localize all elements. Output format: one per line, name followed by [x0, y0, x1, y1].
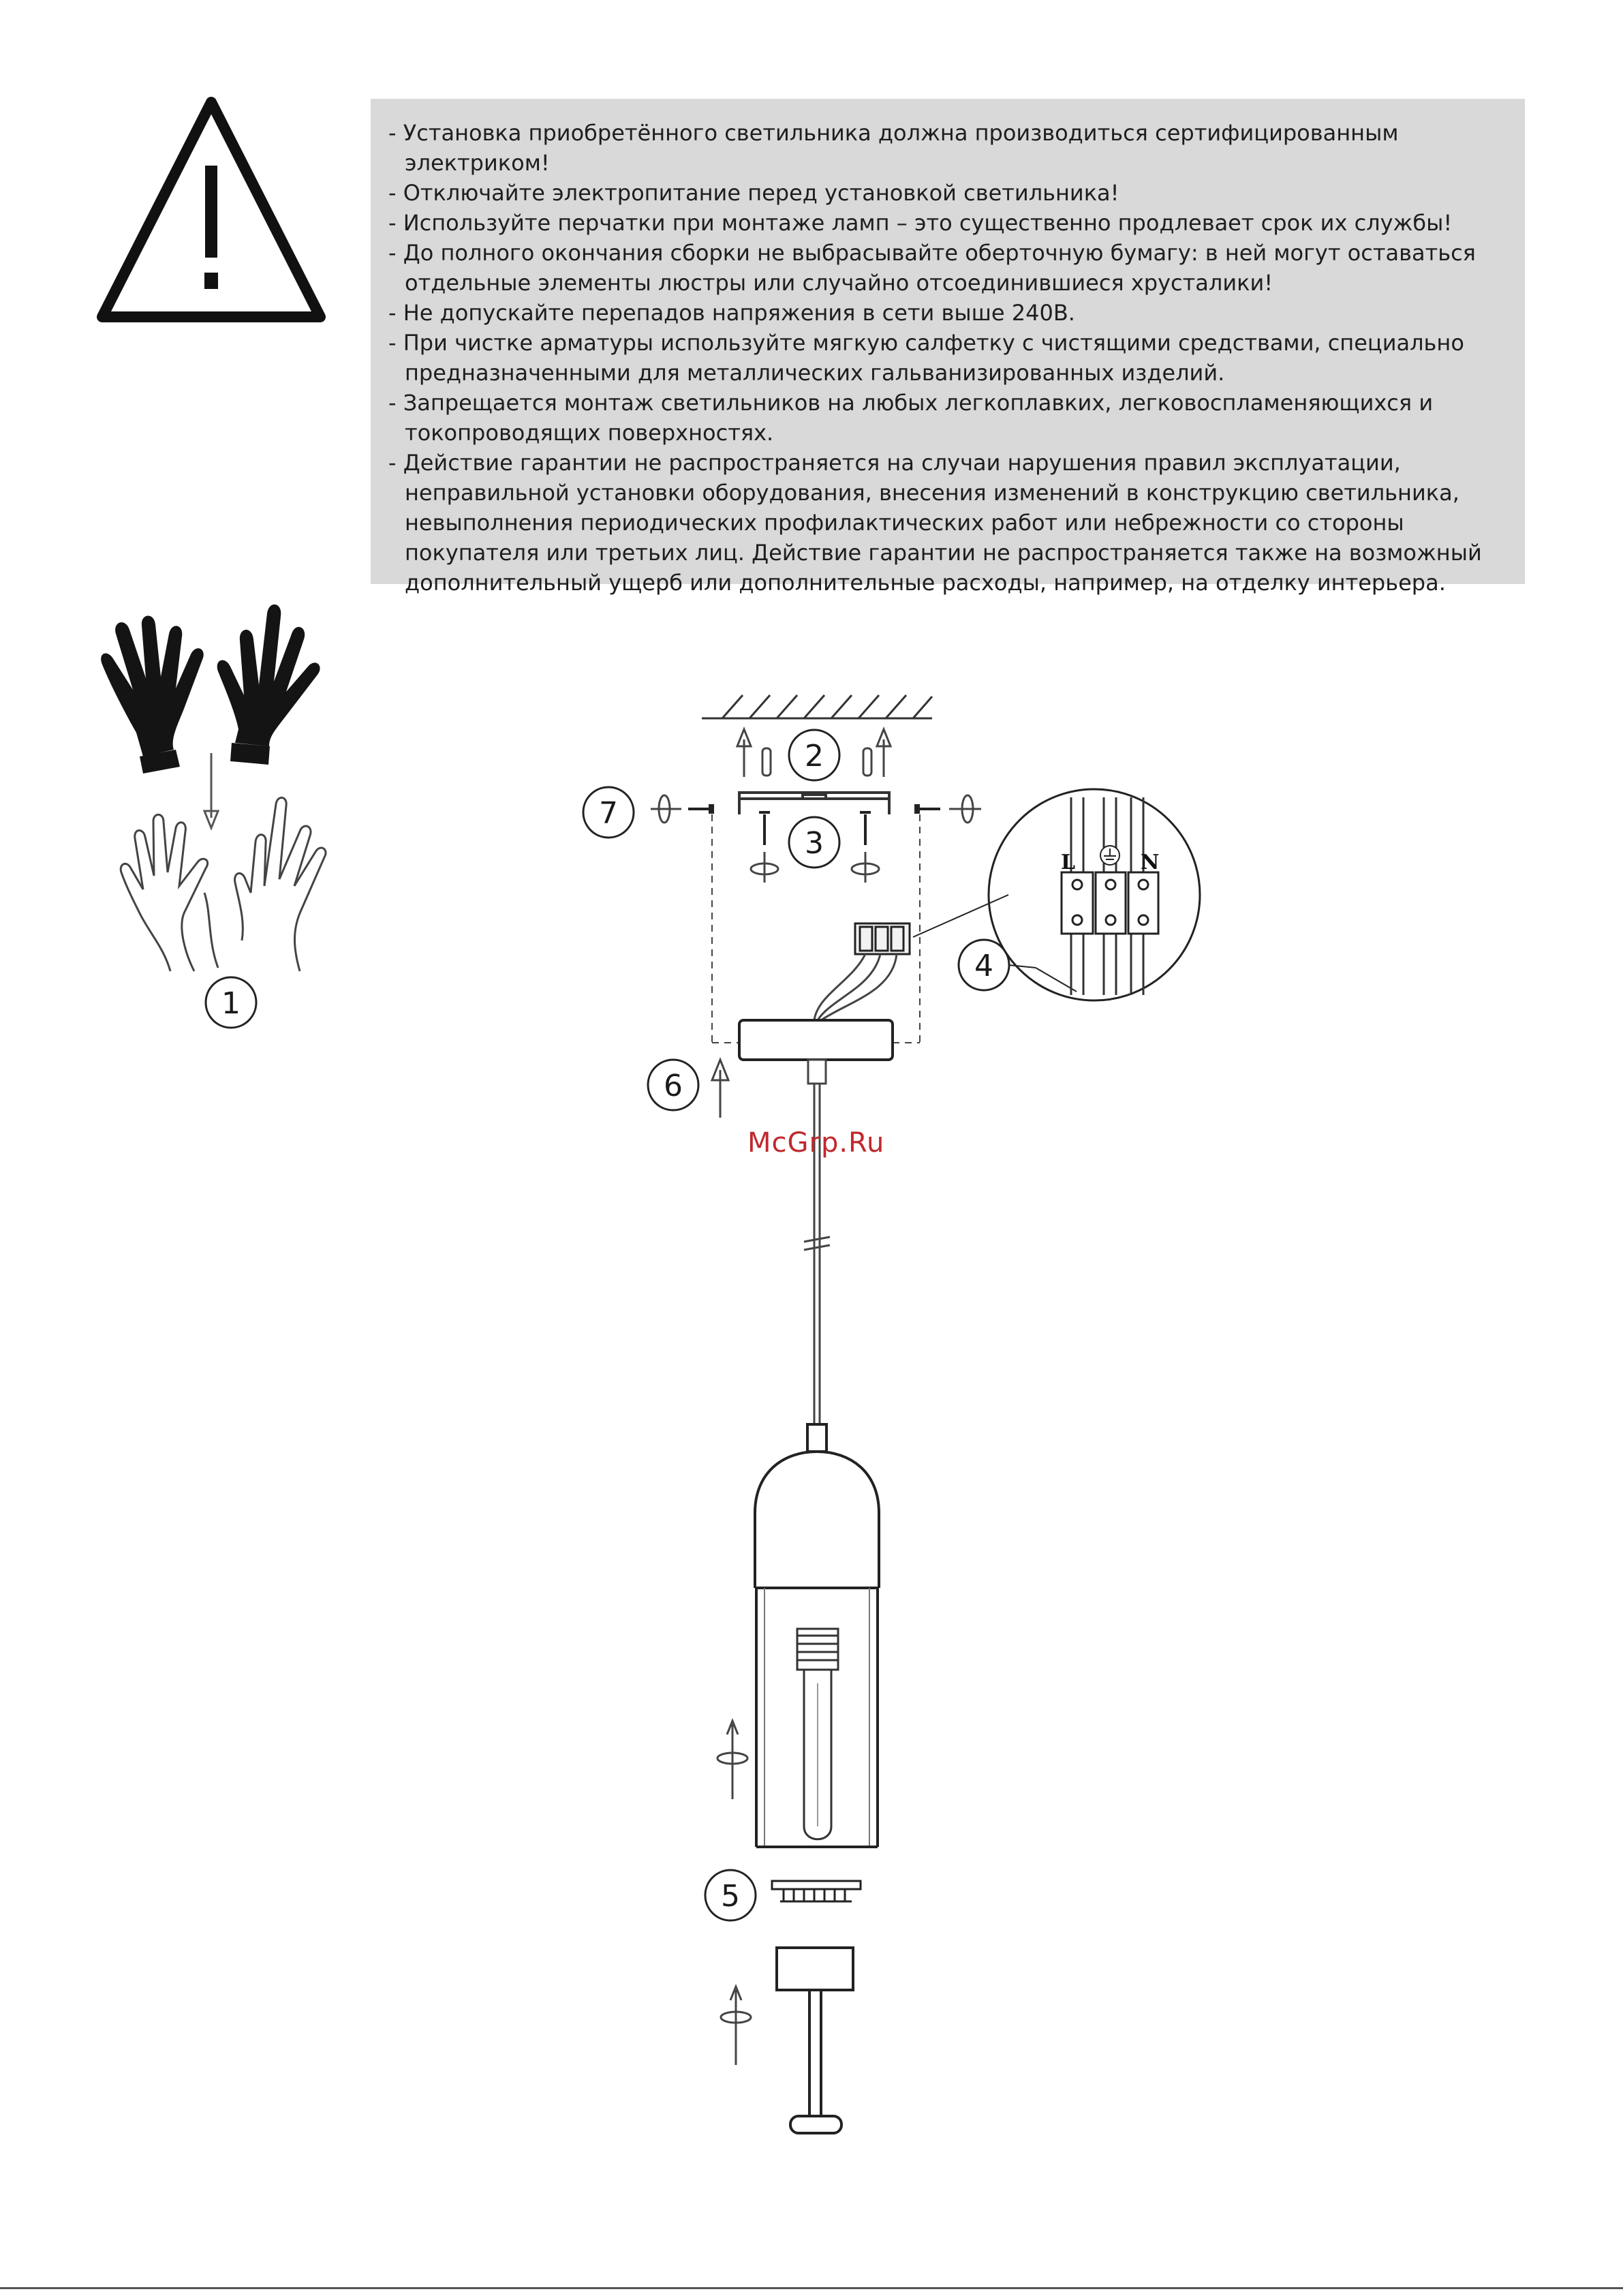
warning-item: - Действие гарантии не распространяется на случаи нарушения правил эксплуатации, неправильной установки оборудования, внесения изменений в конструкцию светильника, невыполнения периодических профилактических работ или небрежности со стороны покупателя или третьих лиц. Действие гарантии не распространяется также на возможный дополнительный ущерб или дополнительные расходы, например, на отделку интерьера. — [388, 450, 1482, 596]
rotate-icon — [721, 1987, 751, 2065]
watermark: McGrp.Ru — [747, 1127, 885, 1159]
warning-item: - До полного окончания сборки не выбрасывайте оберточную бумагу: в ней могут оставаться отдельные элементы люстры или случайно отсоединившиеся хрусталики! — [388, 240, 1476, 296]
step-3-circle — [789, 817, 839, 868]
canopy — [739, 1020, 893, 1060]
down-arrow-icon — [204, 753, 218, 828]
warning-item: - Не допускайте перепадов напряжения в сети выше 240В. — [388, 300, 1075, 326]
bottom-cap — [777, 1948, 853, 2133]
warning-item: - Отключайте электропитание перед установкой светильника! — [388, 180, 1119, 206]
warning-item: - При чистке арматуры используйте мягкую салфетку с чистящими средствами, специально предназначенными для металлических гальванизированных изделий. — [388, 330, 1464, 386]
footer-divider — [0, 2287, 1623, 2289]
step-6-circle — [648, 1060, 698, 1110]
step-2-circle — [789, 730, 839, 780]
gloves-icon — [101, 604, 320, 774]
warning-item: - Запрещается монтаж светильников на любых легкоплавких, легковоспламеняющихся и токопроводящих поверхностях. — [388, 390, 1434, 446]
svg-text:3: 3 — [805, 826, 824, 861]
svg-text:7: 7 — [599, 796, 618, 831]
up-arrow-icon — [712, 1060, 728, 1118]
svg-text:5: 5 — [721, 1879, 740, 1914]
suspension-cable — [804, 1060, 830, 1424]
terminal-label-n: N — [1141, 851, 1160, 874]
warning-triangle-icon — [102, 102, 320, 317]
decorative-ring — [772, 1881, 861, 1901]
terminal-block — [855, 923, 910, 954]
svg-text:6: 6 — [664, 1069, 683, 1103]
svg-text:2: 2 — [805, 739, 824, 774]
ceiling — [702, 695, 932, 718]
svg-text:1: 1 — [221, 986, 241, 1021]
hands-icon — [121, 797, 326, 971]
ground-icon — [1100, 846, 1119, 865]
terminal-label-l: L — [1061, 851, 1076, 874]
step-7-circle — [583, 787, 634, 838]
warning-item: - Установка приобретённого светильника должна производиться сертифицированным электриком! — [388, 120, 1399, 176]
step-5-circle — [705, 1870, 756, 1920]
step-1-circle — [206, 977, 256, 1028]
wires — [814, 954, 897, 1020]
bulb-icon — [797, 1629, 838, 1839]
screw-icon — [688, 804, 940, 814]
wiring-detail-callout — [913, 789, 1200, 1000]
rotate-icon — [717, 1721, 747, 1799]
warning-item: - Используйте перчатки при монтаже ламп – это существенно продлевает срок их службы! — [388, 210, 1453, 236]
svg-text:4: 4 — [974, 949, 993, 983]
